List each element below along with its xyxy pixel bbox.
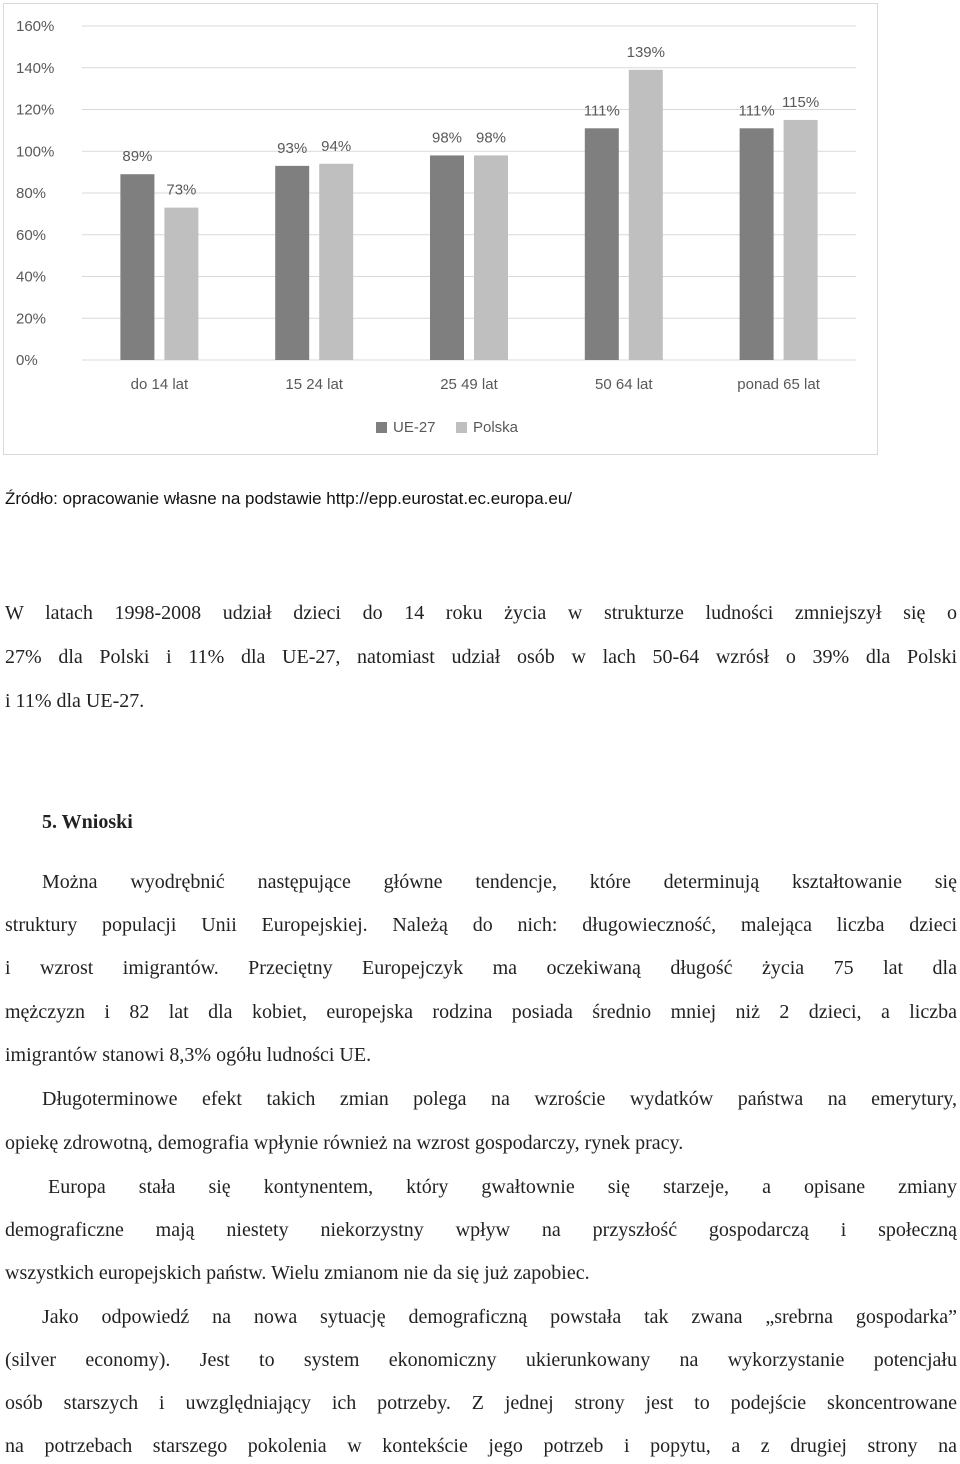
bar-ue-27 (740, 128, 774, 360)
data-label: 98% (475, 129, 507, 147)
data-label: 111% (738, 102, 775, 120)
x-tick-label: 50 64 lat (595, 376, 653, 393)
bar-ue-27 (430, 155, 464, 360)
legend-label: Polska (473, 419, 519, 436)
bar-polska (629, 70, 663, 360)
y-tick-label: 20% (16, 310, 47, 328)
bar-polska (164, 208, 198, 360)
section-heading (42, 811, 960, 834)
bar-polska (784, 120, 818, 360)
x-tick-label: do 14 lat (130, 376, 189, 393)
bar-ue-27 (585, 128, 619, 360)
bar-polska (319, 164, 353, 360)
bar-chart (3, 3, 878, 455)
legend-swatch (376, 422, 387, 433)
data-label: 93% (277, 139, 308, 157)
source-caption: Źródło: opracowanie własne na podstawie http://epp.eurostat.ec.europa.eu/ (5, 489, 573, 508)
legend-label: UE-27 (393, 419, 436, 436)
y-tick-label: 100% (16, 143, 55, 161)
body-line: Jako odpowiedź na nowa sytuację demograficzną powstała tak zwana „srebrna gospodarka” (42, 1306, 957, 1328)
body-line: na potrzebach starszego pokolenia w kontekście jego potrzeb i popytu, a z drugiej strony na (5, 1435, 957, 1457)
paragraph-line: i 11% dla UE-27. (5, 690, 145, 712)
paragraph-line: 27% dla Polski i 11% dla UE-27, natomiast udział osób w lach 50-64 wzrósł o 39% dla Polski (5, 646, 957, 668)
paragraph-line: W latach 1998-2008 udział dzieci do 14 roku życia w strukturze ludności zmniejszył się o (5, 602, 957, 624)
y-tick-label: 60% (16, 226, 47, 244)
data-label: 111% (583, 102, 620, 120)
body-line: (silver economy). Jest to system ekonomiczny ukierunkowany na wykorzystanie potencjału (5, 1349, 957, 1371)
chart-svg (4, 4, 879, 456)
x-tick-label: 25 49 lat (440, 376, 498, 393)
bar-ue-27 (120, 174, 154, 360)
body-line: i wzrost imigrantów. Przeciętny Europejczyk ma oczekiwaną długość życia 75 lat dla (5, 957, 957, 979)
bar-ue-27 (275, 166, 309, 360)
y-tick-label: 160% (16, 18, 55, 35)
body-line: wszystkich europejskich państw. Wielu zmianom nie da się już zapobiec. (5, 1262, 590, 1284)
data-label: 139% (626, 43, 665, 61)
data-label: 73% (166, 181, 197, 199)
body-line: osób starszych i uwzględniający ich potrzeby. Z jednej strony jest to podejście skoncentrowane (5, 1392, 957, 1414)
y-tick-label: 120% (16, 101, 55, 119)
y-tick-label: 140% (16, 59, 55, 77)
data-label: 89% (122, 148, 153, 166)
y-tick-label: 80% (16, 185, 47, 202)
x-tick-label: 15 24 lat (285, 376, 343, 393)
section-title: Wnioski (61, 811, 133, 833)
body-line: Można wyodrębnić następujące główne tendencje, które determinują kształtowanie się (42, 871, 957, 893)
y-tick-label: 40% (16, 268, 47, 286)
body-line: Długoterminowe efekt takich zmian polega na wzroście wydatków państwa na emerytury, (42, 1088, 957, 1110)
legend-swatch (456, 422, 467, 433)
body-line: struktury populacji Unii Europejskiej. Należą do nich: długowieczność, malejąca liczba dzieci (5, 914, 957, 936)
body-line: opiekę zdrowotną, demografia wpłynie również na wzrost gospodarczy, rynek pracy. (5, 1132, 684, 1154)
data-label: 94% (321, 137, 352, 155)
section-number: 5. (42, 811, 57, 833)
data-label: 98% (431, 129, 463, 147)
body-line: mężczyzn i 82 lat dla kobiet, europejska rodzina posiada średnio mniej niż 2 dzieci, a liczba (5, 1001, 957, 1023)
body-line: imigrantów stanowi 8,3% ogółu ludności UE. (5, 1044, 372, 1066)
body-line: Europa stała się kontynentem, który gwałtownie się starzeje, a opisane zmiany (48, 1176, 957, 1198)
body-line: demograficzne mają niestety niekorzystny wpływ na przyszłość gospodarczą i społeczną (5, 1219, 957, 1241)
data-label: 115% (781, 93, 820, 111)
bar-polska (474, 155, 508, 360)
y-tick-label: 0% (16, 352, 38, 369)
x-tick-label: ponad 65 lat (737, 376, 820, 393)
